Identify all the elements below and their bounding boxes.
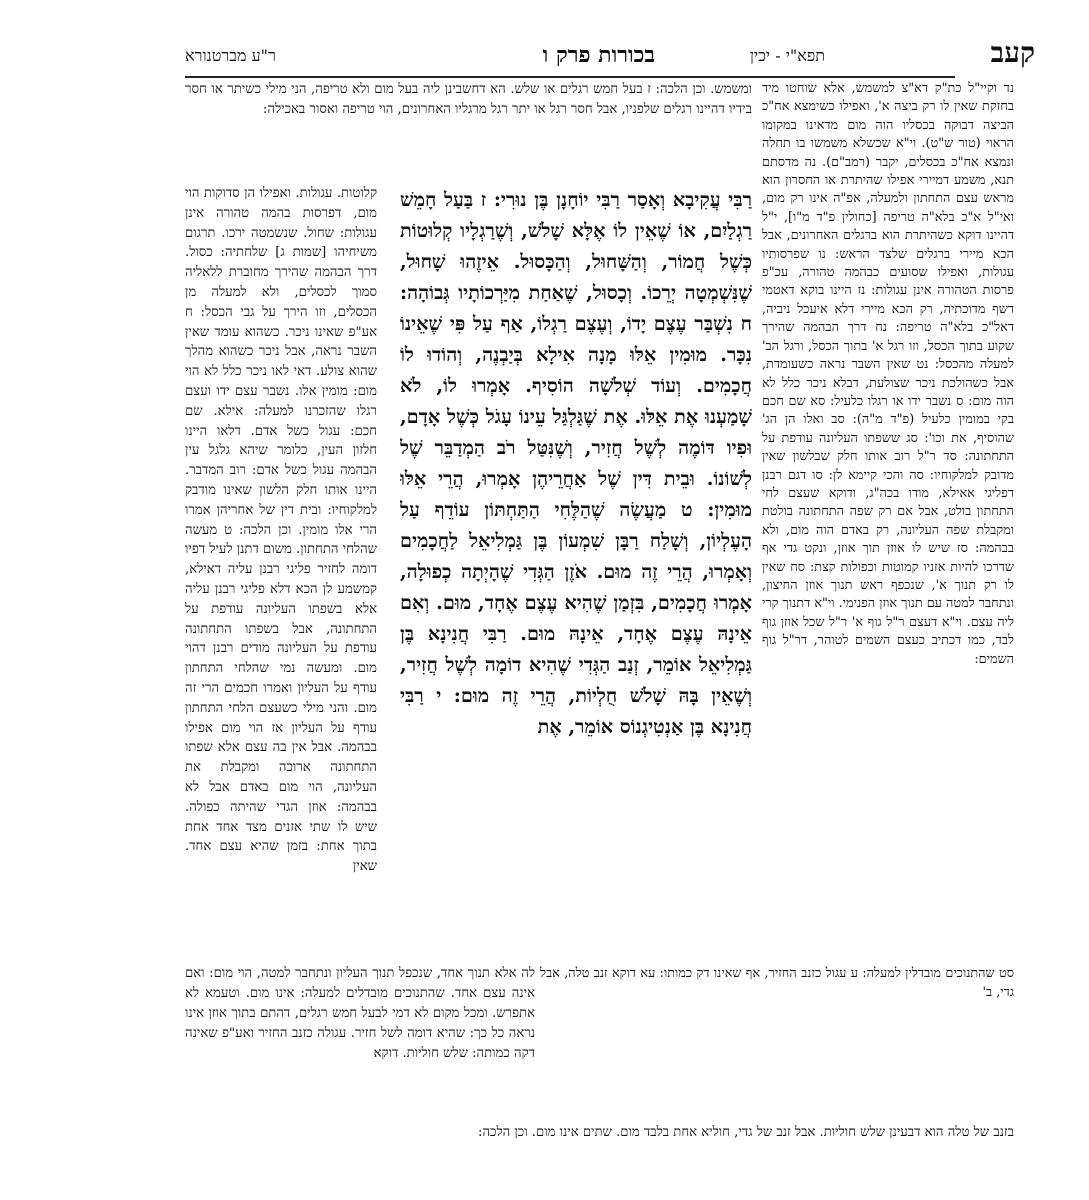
tiferet-yisrael-column <box>762 80 1014 960</box>
mishnah-text: רַבִּי עֲקִיבָא וְאָסַר רַבִּי יוֹחָנָן בֶּן נוּרִי: ז בַּעַל חָמֵשׁ רַגְלַיִם, אוֹ שֶׁאֵין לוֹ אֶלָּא שָׁלֹשׁ, וְשֶׁרַגְלָיו קְלוּטוֹת כְּשֶׁל חֲמוֹר, וְהַשָּׁחוּל, וְהַכָּסוּל. אֵיזֶהוּ שָׁחוּל, שֶׁנִּשְׁמְטָה יְרֵכוֹ. וְכָסוּל, שֶׁאַחַת מִיַּרְכוֹתָיו גְּבוֹהָה: ח נִשְׁבַּר עֶצֶם יָדוֹ, וְעֶצֶם רַגְלוֹ, אַף עַל פִּי שֶׁאֵינוֹ נִכָּר. מוּמִין אֵלּוּ מָנָה אִילָא בְּיַבְנֶה, וְהוֹדוּ לוֹ חֲכָמִים. וְעוֹד שְׁלֹשָׁה הוֹסִיף. אָמְרוּ לוֹ, לֹא שָׁמַעְנוּ אֶת אֵלּוּ. אֶת שֶׁגַּלְגַּל עֵינוֹ עָגֹל כְּשֶׁל אָדָם, וּפִיו דּוֹמֶה לְשֶׁל חֲזִיר, וְשֶׁנִּטַּל רֹב הַמְדַבֵּר שֶׁל לְשׁוֹנוֹ. וּבֵית דִּין שֶׁל אַחֲרֵיהֶן אָמְרוּ, הֲרֵי אֵלּוּ מוּמִין: ט מַעֲשֶׂה שֶׁהַלֶּחִי הַתַּחְתּוֹן עוֹדֵף עַל הָעֶלְיוֹן, וְשָׁלַח רַבָּן שִׁמְעוֹן בֶּן גַּמְלִיאֵל לַחֲכָמִים וְאָמְרוּ, הֲרֵי זֶה מוּם. אֹזֶן הַגְּדִי שֶׁהָיְתָה כְפוּלָה, אָמְרוּ חֲכָמִים, בִּזְמַן שֶׁהִיא עֶצֶם אֶחָד, מוּם. וְאִם אֵינָהּ עֶצֶם אֶחָד, אֵינָהּ מוּם. רַבִּי חֲנִינָא בֶּן גַּמְלִיאֵל אוֹמֵר, זְנַב הַגְּדִי שֶׁהִיא דוֹמָה לְשֶׁל חֲזִיר, וְשֶׁאֵין בָּהּ שָׁלֹשׁ חֻלְיוֹת, הֲרֵי זֶה מוּם: י רַבִּי חֲנִינָא בֶּן אַנְטִיגְנוֹס אוֹמֵר, אֶת <box>400 188 752 738</box>
header-right-label: ר"ע מברטנורא <box>185 46 276 65</box>
bartenura-top-block <box>185 80 752 184</box>
page-header <box>185 36 1035 78</box>
tiferet-text: נד וקיי"ל כת"ק דא"צ למשמש, אלא שוחטו מיד בחזקת שאין לו רק ביצה א', ואפילו כשימצא אח"כ הביצה דבוקה בכסליו הוה מום מדאינו במקומו הראוי (טור ש"ט). וי"א שכשלא משמשו בו תחלה ונמצא אח"כ בכסלים, יקבר (רמב"ם). נה מדסתם תנא, משמע דמיירי אפילו שהיתרת או החסרון הוא מראש עצם התחתון ולמעלה, אפ"ה אינו רק מום, ואי"ל א"כ בלא"ה טריפה [כחולין פ"ד מ"ו], י"ל דהיינו דוקא כשהיתרת הוא ברגלים האחרונים, אבל הכא מיירי ברגלים שלצד הראש: נו שפרסותיו עגולות, ואפילו שסועים כבהמה טהורה, עכ"פ פרסות הטהורה אינן עגולות: נז היינו בוקא דאטמי דשף מדוכתיה, רק הכא מיירי דלא איעכל ניביה, דאל"כ בלא"ה טריפה: נח דרך הבהמה שהירך שקוע בתוך הכסל, וזו רגל א' בתוך הכסל, ורגל הב' למעלה מהכסל: נט שאין השבר נראה כשעומדת, אבל כשהולכת ניכר שצולעת, דבלא ניכר כלל לא הוה מום: ס נשבר ידו או רגלו כלעיל: סא שם חכם בקי במומין כלעיל (פ"ד מ"ה): סב ואלו הן הג' שהוסיף, את וכו': סג ששפתו העליונה עודפת על התחתונה: סד ר"ל רוב אותו חלק שבלשון שאין מדובק למלקוחיו: סה והכי קיימא לן: סו דגם רבנן דפליגי אאילא, מודו בכה"ג, ודוקא שעצם לחי התחתון בולט, אבל אם רק שפה התחתונה בולטת ומקבלת שפה העליונה, רק באדם הוה מום, ולא בבהמה: סז שיש לו אוזן תוך אוזן, ונקט גדי אף שדרכו להיות אזניו קמוטות וכפולות קצת: סח שאין לו רק תנוך א', שנכפף ראש תנוך אוזן החיצון, ונתחבר למטה עם תנוך אוזן הפנימי. וי"א דתנוך קרי ליה עצם. וי"א דעצם ר"ל גוף א' ר"ל שכל אוזן גוף לבד, כמו דכתיב כעצם השמים לטוהר, דר"ל גוף השמים: <box>762 81 1014 667</box>
bartenura-foot-line <box>185 1122 1014 1152</box>
tiferet-bottom-text: סט שהתנוכים מובדלין למעלה: ע עגול כזנב החזיר, אף שאינו דק כמותו: עא דוקא זנב טלה, אבל גדי, ב' <box>540 966 1014 1000</box>
bartenura-top-text: ומשמש. וכן הלכה: ז בעל חמש רגלים או שלש. הא דחשבינן ליה בעל מום ולא טריפה, הני מילי כשיתר או חסר בידיו דהיינו רגלים שלפניו, אבל חסר רגל או יתר רגל מרגליו האחרונים, הוי טריפה ואסור באכילה: <box>185 82 752 117</box>
tiferet-bottom-block <box>540 964 1014 1119</box>
bartenura-left-column <box>185 184 377 964</box>
header-left-label: תפא"י - יכין <box>749 46 825 65</box>
page-number: קעב <box>990 36 1035 69</box>
page-title: בכורות פרק ו <box>542 42 655 68</box>
bartenura-bottom-text: לה אלא תנוך אחד, שנכפל תנוך העליון ונתחבר למטה, הוי מום: ואם אינה עצם אחד. שהתנוכים מובדלים למעלה: אינו מום. וטעמא לא אתפרש. ומכל מקום לא דמי לבעל חמש רגלים, דהתם בתוך אוזן אינו נראה כל כך: שהיא דומה לשל חזיר. עגולה כזנב החזיר ואע"פ שאינה דקה כמותה: שלש חוליות. דוקא <box>185 966 535 1061</box>
bartenura-left-text: קלוטות. עגולות. ואפילו הן סדוקות הוי מום, דפרסות בהמה טהורה אינן עגולות: שחול. שנשמטה ירכו. תרגום משיחיהו [שמות ג] שלחתיה: כסול. דרך הבהמה שהירך מחוברת ללאליה סמוך לכסלים, ולא למעלה מן הכסלים, וזו הירך על גבי הכסל: ח אע"פ שאינו ניכר. כשהוא עומד שאין השבר נראה, אבל ניכר כשהוא מהלך שהוא צולע. דאי לאו ניכר כלל לא הוי מום: מומין אלו. נשבר עצם ידו ועצם רגלו שהזכרנו למעלה: אילא. שם חכם: עגול כשל אדם. דלאו היינו חלזון העין, כלומר שיהא גלגל עין הבהמה עגול כשל אדם: רוב המדבר. היינו אותו חלק הלשון שאינו מודבק למלקוחיו: ובית דין של אחריהן אמרו הרי אלו מומין. וכן הלכה: ט מעשה שהלחי התחתון. משום דתנן לעיל דפיו דומה לחזיר פליגי רבנן עליה דאילא, קמשמע לן הכא דלא פליגי רבנן עליה אלא בשפתו העליונה עודפת על התחתונה, אבל בשפתו התחתונה עודפת על העליונה מודים רבנן דהוי מום. ומעשה נמי שהלחי התחתון עודף על העליון ואמרו חכמים הרי זה מום. והני מילי כשעצם הלחי התחתון עודף על העליון אז הוי מום אפילו בבהמה. אבל אין בה עצם אלא שפתו התחתונה ארוכה ומקבלת את העליונה, הוי מום באדם אבל לא בבהמה: אוזן הגדי שהיתה כפולה. שיש לו שתי אזנים מצד אחד אחת בתוך אחת: בזמן שהיא עצם אחד. שאין <box>185 186 377 875</box>
foot-line-text: בזנב של טלה הוא דבעינן שלש חוליות. אבל זנב של גדי, חוליא אחת בלבד מום. שתים אינו מום. וכן הלכה: <box>478 1125 1014 1140</box>
mishnah-main-text-column <box>400 184 752 964</box>
